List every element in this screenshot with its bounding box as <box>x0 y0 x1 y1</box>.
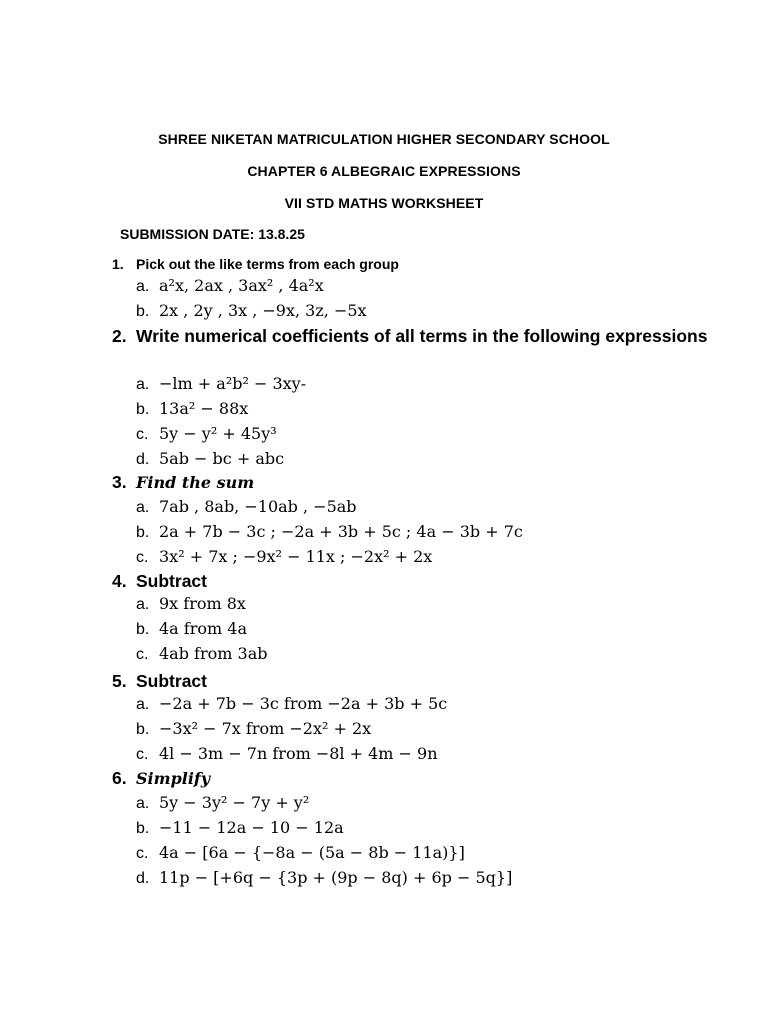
question-number: 2. <box>112 326 127 346</box>
item-expression: 2a + 7b − 3c ; −2a + 3b + 5c ; 4a − 3b + 7c <box>159 522 523 541</box>
question-title: Subtract <box>136 571 207 591</box>
question-number: 1. <box>112 256 124 272</box>
question-3 <box>112 472 732 572</box>
question-title: Find the sum <box>136 473 255 492</box>
item-letter: b. <box>136 820 150 837</box>
list-item <box>112 374 732 399</box>
item-letter: c. <box>136 845 149 862</box>
list-item <box>112 594 732 619</box>
item-expression: −2a + 7b − 3c from −2a + 3b + 5c <box>159 694 448 713</box>
list-item <box>112 868 732 893</box>
school-name: SHREE NIKETAN MATRICULATION HIGHER SECONDARY SCHOOL <box>158 131 610 147</box>
list-item <box>112 818 732 843</box>
item-expression: 4a − [6a − {−8a − (5a − 8b − 11a)}] <box>159 843 465 862</box>
question-1 <box>112 256 732 326</box>
item-letter: d. <box>136 870 150 887</box>
item-expression: 3x² + 7x ; −9x² − 11x ; −2x² + 2x <box>159 547 433 566</box>
chapter-title: CHAPTER 6 ALBEGRAIC EXPRESSIONS <box>247 163 521 179</box>
item-expression: 13a² − 88x <box>159 399 249 418</box>
item-letter: a. <box>136 499 150 516</box>
question-number: 5. <box>112 671 127 691</box>
list-item <box>112 719 732 744</box>
question-number: 3. <box>112 472 127 492</box>
worksheet-title: VII STD MATHS WORKSHEET <box>284 195 484 211</box>
item-letter: b. <box>136 721 150 738</box>
item-expression: 5y − y² + 45y³ <box>159 424 277 443</box>
item-expression: 5ab − bc + abc <box>159 449 285 468</box>
item-letter: a. <box>136 376 150 393</box>
list-item <box>112 843 732 868</box>
question-title: Pick out the like terms from each group <box>136 256 399 272</box>
item-expression: 4a from 4a <box>159 619 247 638</box>
list-item <box>112 619 732 644</box>
item-expression: 7ab , 8ab, −10ab , −5ab <box>159 497 357 516</box>
list-item <box>112 276 732 301</box>
list-item <box>112 424 732 449</box>
item-expression: 9x from 8x <box>159 594 246 613</box>
item-expression: 4l − 3m − 7n from −8l + 4m − 9n <box>159 744 438 763</box>
question-title: Subtract <box>136 671 207 691</box>
item-expression: a²x, 2ax , 3ax² , 4a²x <box>159 276 324 295</box>
question-4 <box>112 569 732 669</box>
item-letter: b. <box>136 303 150 320</box>
list-item <box>112 644 732 669</box>
item-letter: b. <box>136 524 150 541</box>
item-expression: −lm + a²b² − 3xy- <box>159 374 307 393</box>
item-expression: 5y − 3y² − 7y + y² <box>159 793 310 812</box>
list-item <box>112 301 732 326</box>
item-letter: b. <box>136 621 150 638</box>
item-letter: c. <box>136 646 149 663</box>
list-item <box>112 449 732 474</box>
list-item <box>112 399 732 424</box>
submission-date: SUBMISSION DATE: 13.8.25 <box>120 226 305 242</box>
list-item <box>112 744 732 769</box>
question-2 <box>112 324 732 474</box>
item-letter: a. <box>136 278 150 295</box>
list-item <box>112 694 732 719</box>
question-title: Write numerical coefficients of all terms in the following expressions <box>136 326 708 346</box>
question-number: 4. <box>112 571 127 591</box>
item-expression: −3x² − 7x from −2x² + 2x <box>159 719 372 738</box>
item-expression: −11 − 12a − 10 − 12a <box>159 818 344 837</box>
item-letter: c. <box>136 746 149 763</box>
item-letter: a. <box>136 596 150 613</box>
list-item <box>112 497 732 522</box>
item-letter: c. <box>136 426 149 443</box>
item-letter: c. <box>136 549 149 566</box>
question-number: 6. <box>112 768 127 788</box>
item-expression: 2x , 2y , 3x , −9x, 3z, −5x <box>159 301 367 320</box>
question-5 <box>112 669 732 769</box>
question-6 <box>112 768 732 893</box>
list-item <box>112 522 732 547</box>
item-letter: b. <box>136 401 150 418</box>
item-letter: d. <box>136 451 150 468</box>
item-letter: a. <box>136 795 150 812</box>
question-title: Simplify <box>136 769 211 788</box>
item-letter: a. <box>136 696 150 713</box>
item-expression: 4ab from 3ab <box>159 644 268 663</box>
item-expression: 11p − [+6q − {3p + (9p − 8q) + 6p − 5q}] <box>159 868 513 887</box>
list-item <box>112 793 732 818</box>
